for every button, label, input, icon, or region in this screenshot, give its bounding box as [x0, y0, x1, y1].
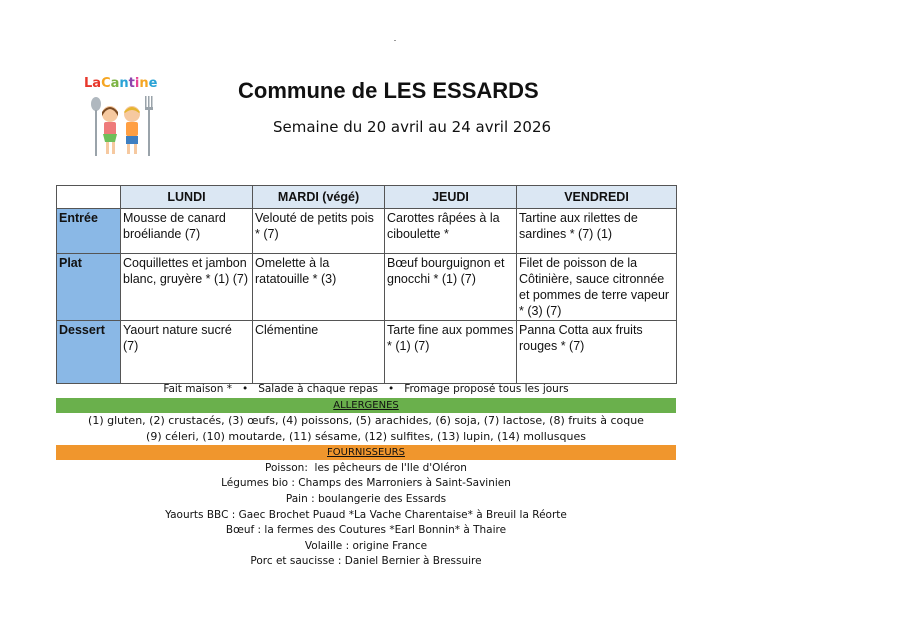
menu-cell: Bœuf bourguignon et gnocchi * (1) (7) — [385, 254, 517, 321]
menu-table — [56, 185, 677, 384]
day-header: VENDREDI — [517, 186, 677, 209]
supplier-line: Légumes bio : Champs des Marroniers à Saint-Savinien — [221, 477, 511, 489]
menu-header-row — [57, 186, 677, 209]
page-title: Commune de LES ESSARDS — [238, 78, 539, 103]
children-cutlery-icon — [84, 76, 160, 162]
menu-cell: Carottes râpées à la ciboulette * — [385, 209, 517, 254]
row-label: Plat — [57, 254, 121, 321]
legend-line: Fait maison * • Salade à chaque repas • Fromage proposé tous les jours — [163, 383, 569, 395]
row-label: Dessert — [57, 321, 121, 384]
menu-row-entree — [57, 209, 677, 254]
header-corner — [57, 186, 121, 209]
logo-text: LaCantine — [84, 76, 158, 91]
menu-cell: Tarte fine aux pommes * (1) (7) — [385, 321, 517, 384]
day-header: LUNDI — [121, 186, 253, 209]
menu-row-plat — [57, 254, 677, 321]
suppliers-band — [56, 445, 676, 460]
supplier-line: Porc et saucisse : Daniel Bernier à Bressuire — [250, 555, 482, 567]
menu-cell: Panna Cotta aux fruits rouges * (7) — [517, 321, 677, 384]
allergens-line-2: (9) céleri, (10) moutarde, (11) sésame, (12) sulfites, (13) lupin, (14) mollusques — [146, 430, 586, 443]
allergens-title: ALLERGENES — [333, 400, 399, 411]
allergens-band — [56, 398, 676, 413]
menu-cell: Mousse de canard broéliande (7) — [121, 209, 253, 254]
suppliers-title: FOURNISSEURS — [327, 447, 405, 458]
la-cantine-logo — [84, 76, 160, 162]
week-subtitle: Semaine du 20 avril au 24 avril 2026 — [273, 118, 552, 136]
menu-cell: Filet de poisson de la Côtinière, sauce citronnée et pommes de terre vapeur * (3) (7) — [517, 254, 677, 321]
day-header: JEUDI — [385, 186, 517, 209]
menu-cell: Clémentine — [253, 321, 385, 384]
menu-cell: Omelette à la ratatouille * (3) — [253, 254, 385, 321]
supplier-line: Volaille : origine France — [304, 540, 428, 552]
row-label: Entrée — [57, 209, 121, 254]
scan-speck — [394, 40, 396, 41]
supplier-line: Yaourts BBC : Gaec Brochet Puaud *La Vache Charentaise* à Breuil la Réorte — [165, 509, 567, 521]
supplier-line: Pain : boulangerie des Essards — [285, 493, 447, 505]
menu-cell: Velouté de petits pois * (7) — [253, 209, 385, 254]
menu-row-dessert — [57, 321, 677, 384]
menu-cell: Tartine aux rilettes de sardines * (7) (1) — [517, 209, 677, 254]
menu-cell: Yaourt nature sucré (7) — [121, 321, 253, 384]
menu-cell: Coquillettes et jambon blanc, gruyère * (1) (7) — [121, 254, 253, 321]
supplier-line: Poisson: les pêcheurs de l'Ile d'Oléron — [265, 462, 467, 474]
day-header: MARDI (végé) — [253, 186, 385, 209]
supplier-line: Bœuf : la fermes des Coutures *Earl Bonnin* à Thaire — [225, 524, 507, 536]
allergens-line-1: (1) gluten, (2) crustacés, (3) œufs, (4) poissons, (5) arachides, (6) soja, (7) lactose, (8) fruits à coque — [88, 414, 644, 427]
